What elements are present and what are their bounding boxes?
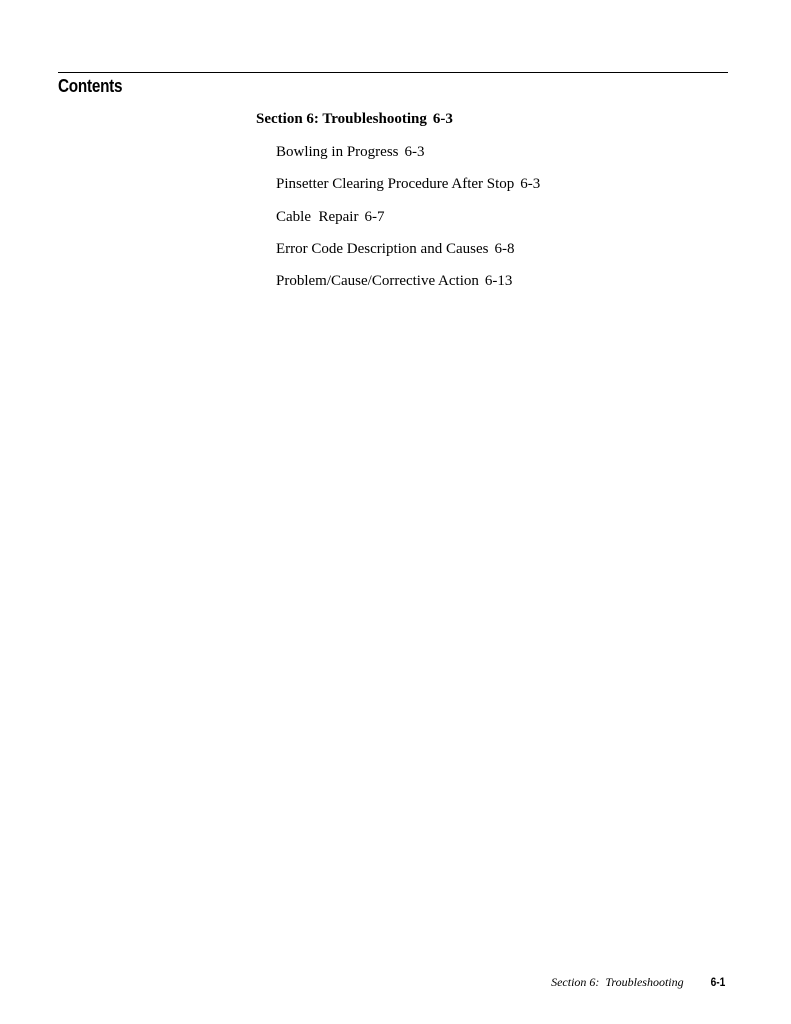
toc-entry-page: 6-13	[484, 273, 513, 289]
toc-entry-page: 6-3	[404, 144, 425, 160]
toc-entry-page: 6-7	[364, 209, 385, 225]
header-rule	[58, 72, 728, 73]
toc-entry-page: 6-3	[432, 111, 453, 127]
page-footer	[551, 975, 725, 990]
toc-entry-page: 6-3	[520, 176, 541, 192]
page-title: Contents	[58, 76, 123, 96]
toc-entry-label: Problem/Cause/Corrective Action	[276, 273, 479, 289]
toc-entry-label: Bowling in Progress	[276, 144, 399, 160]
toc-entry-label: Cable Repair	[276, 209, 359, 225]
footer-section-label: Section 6: Troubleshooting	[551, 975, 684, 989]
toc-entry-label: Error Code Description and Causes	[276, 241, 489, 257]
toc-entry-label: Section 6: Troubleshooting	[256, 111, 427, 127]
toc-entry-page: 6-8	[494, 241, 515, 257]
footer-page-number: 6-1	[710, 975, 725, 989]
toc-entry-label: Pinsetter Clearing Procedure After Stop	[276, 176, 515, 192]
